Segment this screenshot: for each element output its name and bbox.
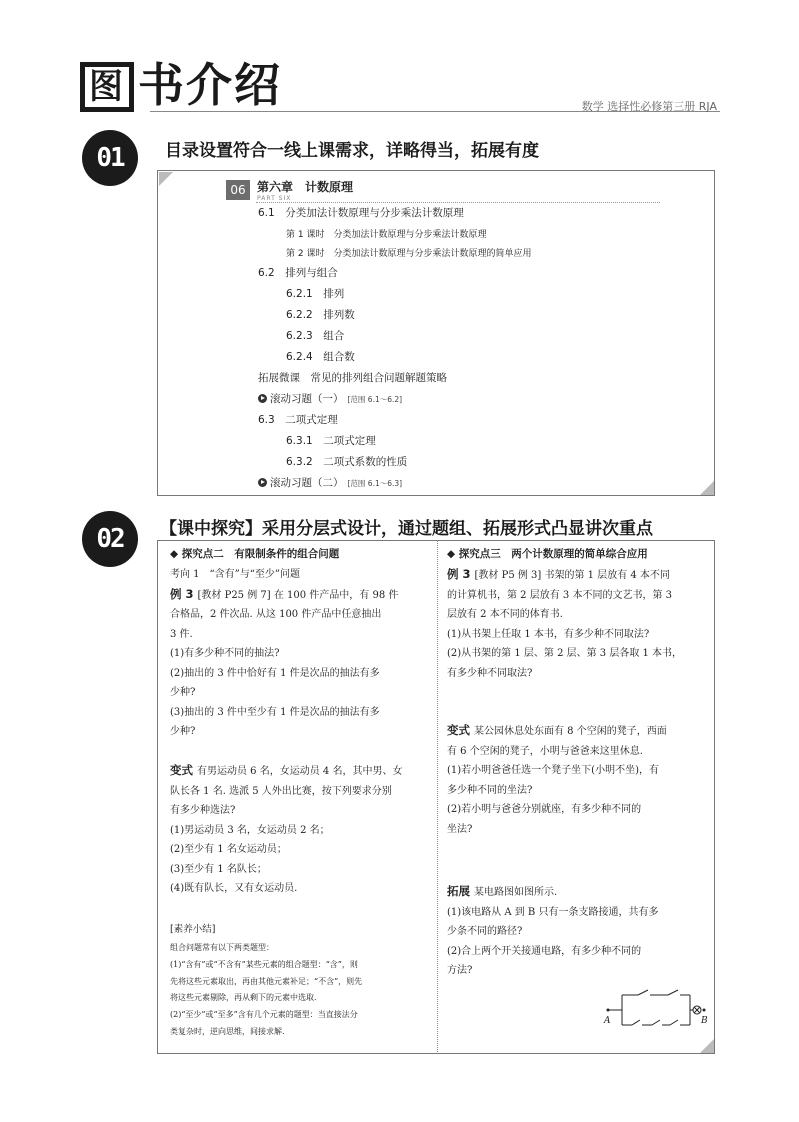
toc-item: 6.2.1 排列	[286, 288, 345, 300]
text-line: (1)“含有”或“不含有”某些元素的组合题型：“含”，则	[170, 959, 358, 969]
text-line: 某电路图如图所示.	[474, 887, 558, 898]
toc-item: 第 2 课时 分类加法计数原理与分步乘法计数原理的简单应用	[286, 249, 532, 259]
column-separator	[437, 540, 438, 1052]
text-line: 有男运动员 6 名，女运动员 4 名，其中男、女	[197, 766, 403, 777]
range-note: [范围 6.1～6.2]	[347, 395, 403, 404]
toc-item: 6.2.2 排列数	[286, 309, 355, 321]
extension-label: 拓展	[447, 884, 470, 898]
circuit-label-b: B	[701, 1016, 708, 1026]
text-line: 层放有 2 本不同的体育书.	[447, 609, 563, 620]
text-line: 有多少种选法?	[170, 805, 236, 816]
text-line: (2)“至少”或“至多”含有几个元素的题型：当直接法分	[170, 1010, 358, 1020]
text-line: (1)从书架上任取 1 本书，有多少种不同取法?	[447, 628, 650, 640]
chapter-rule	[256, 202, 660, 203]
text-line: (3)抽出的 3 件中至少有 1 件是次品的抽法有多	[170, 706, 380, 718]
text-line: 类复杂时，逆向思维，间接求解.	[170, 1026, 285, 1036]
text-line	[170, 585, 432, 606]
text-line: 某公园休息处东面有 8 个空闲的凳子，西面	[474, 726, 667, 737]
section-badge-02: 02	[82, 511, 138, 567]
toc-item: 6.2.4 组合数	[286, 351, 355, 363]
chapter-title: 第六章 计数原理	[257, 180, 354, 194]
logo-rest: 书介绍	[138, 58, 282, 112]
text-line: 滚动习题（二）	[270, 477, 344, 489]
text-line: (1)该电路从 A 到 B 只有一条支路接通，共有多	[447, 906, 659, 918]
subheading: 考向 1 “含有”与“至少”问题	[170, 569, 300, 580]
text-line: 方法?	[447, 965, 473, 976]
toc-item: 6.3.2 二项式系数的性质	[286, 456, 408, 468]
text-line: 滚动习题（一）	[270, 393, 344, 405]
section-badge-01: 01	[82, 130, 138, 186]
text-line: (1)若小明爸爸任选一个凳子坐下(小明不坐)，有	[447, 765, 659, 776]
right-column-example	[447, 565, 709, 683]
play-icon	[258, 478, 267, 487]
text-line	[447, 565, 709, 586]
text-line: 的计算机书，第 2 层放有 3 本不同的文艺书，第 3	[447, 589, 672, 601]
text-line	[170, 742, 432, 762]
toc-item: 第 1 课时 分类加法计数原理与分步乘法计数原理	[286, 230, 487, 240]
circuit-label-a: A	[604, 1016, 611, 1026]
text-line	[447, 882, 709, 903]
text-line: 多少种不同的坐法?	[447, 784, 533, 796]
text-line: (1)男运动员 3 名，女运动员 2 名；	[170, 824, 330, 836]
chapter-english: PART SIX	[257, 195, 292, 202]
section1-title: 目录设置符合一线上课需求，详略得当，拓展有度	[165, 141, 539, 161]
text-line: 少条不同的路径?	[447, 926, 523, 937]
text-line: (2)若小明与爸爸分别就座，有多少种不同的	[447, 804, 642, 815]
text-line: (2)从书架的第 1 层、第 2 层、第 3 层各取 1 本书，	[447, 648, 683, 659]
text-line: (1)有多少种不同的抽法?	[170, 648, 280, 659]
toc-item: 拓展微课 常见的排列组合问题解题策略	[258, 372, 447, 384]
text-line: 有多少种不同取法?	[447, 667, 533, 679]
text-line: (2)合上两个开关接通电路，有多少种不同的	[447, 945, 642, 957]
left-column-body	[170, 565, 432, 899]
toc-item: 6.3 二项式定理	[258, 414, 338, 426]
toc-item-exercise	[258, 391, 402, 406]
text-line: (3)至少有 1 名队长；	[170, 863, 267, 875]
text-line	[170, 761, 432, 782]
range-note: [范围 6.1～6.3]	[347, 479, 403, 488]
text-line: 队长各 1 名. 选派 5 人外出比赛，按下列要求分别	[170, 785, 392, 797]
example-label: 例 3	[447, 567, 471, 581]
corner-fold-bottom	[700, 1039, 714, 1053]
variant-label: 变式	[447, 723, 470, 737]
variant-label: 变式	[170, 763, 193, 777]
text-line	[447, 721, 709, 742]
circuit-diagram	[600, 985, 710, 1040]
literacy-summary	[170, 940, 436, 1041]
text-line: 少种?	[170, 687, 196, 698]
corner-fold-bottom	[700, 481, 714, 495]
text-line: (2)至少有 1 名女运动员；	[170, 844, 287, 855]
text-line: 有 6 个空闲的凳子，小明与爸爸来这里休息.	[447, 745, 643, 757]
text-line: 先将这些元素取出，再由其他元素补足；“不含”，则先	[170, 976, 363, 986]
text-line: (2)抽出的 3 件中恰好有 1 件是次品的抽法有多	[170, 667, 380, 679]
play-icon	[258, 394, 267, 403]
toc-item: 6.3.1 二项式定理	[286, 435, 376, 447]
header-subtitle: 数学 选择性必修第三册 RJA	[581, 100, 717, 113]
toc-item: 6.1 分类加法计数原理与分步乘法计数原理	[258, 207, 464, 219]
text-line: 3 件.	[170, 628, 193, 640]
logo-first-char: 图	[80, 62, 134, 112]
right-column-extension	[447, 882, 709, 981]
section2-title: 【课中探究】采用分层式设计，通过题组、拓展形式凸显讲次重点	[160, 519, 653, 539]
toc-item: 6.2.3 组合	[286, 330, 345, 342]
text-line: 坐法?	[447, 823, 473, 835]
chapter-number: 06	[226, 180, 250, 200]
corner-fold-top	[159, 172, 173, 186]
text-line: 将这些元素剔除，再从剩下的元素中选取.	[170, 993, 317, 1003]
text-line: (4)既有队长，又有女运动员.	[170, 883, 298, 894]
text-line: 合格品，2 件次品. 从这 100 件产品中任意抽出	[170, 609, 382, 620]
note-title: [素养小结]	[170, 924, 216, 935]
text-line: [教材 P5 例 3] 书架的第 1 层放有 4 本不同	[474, 570, 670, 581]
left-heading: ◆ 探究点二 有限制条件的组合问题	[170, 548, 340, 560]
text-line: 少种?	[170, 726, 196, 737]
toc-item-exercise	[258, 475, 402, 490]
toc-item: 6.2 排列与组合	[258, 267, 338, 279]
page-title-logo	[80, 58, 282, 112]
text-line: [教材 P25 例 7] 在 100 件产品中，有 98 件	[197, 589, 399, 601]
right-column-variant	[447, 721, 709, 839]
text-line: 组合问题常有以下两类题型：	[170, 943, 274, 952]
right-heading: ◆ 探究点三 两个计数原理的简单综合应用	[447, 548, 648, 560]
example-label: 例 3	[170, 586, 194, 601]
